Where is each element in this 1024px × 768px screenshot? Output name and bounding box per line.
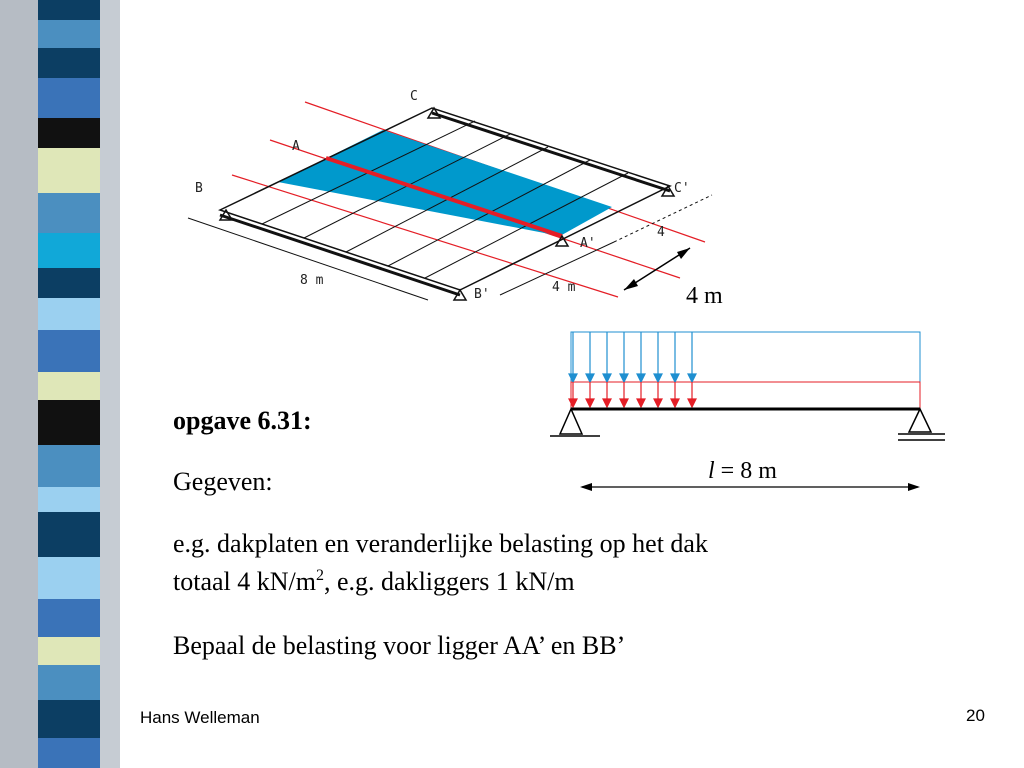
footer-author: Hans Welleman (140, 708, 260, 727)
support-left (560, 409, 582, 434)
page-number: 20 (966, 706, 985, 725)
span-label: l = 8 m (708, 458, 777, 484)
blue-load-arrows (569, 332, 696, 382)
body-line-2: totaal 4 $kN/m^2$, e.g. dakliggers 1 kN/m (173, 567, 575, 596)
slide-title: opgave 6.31: (173, 406, 312, 435)
dim-label-8m: 8 m (300, 273, 324, 288)
support-right (909, 409, 931, 432)
red-load-arrows (569, 382, 696, 407)
beam-bb-edge (220, 215, 460, 295)
label-a-prime: A' (580, 236, 596, 251)
dim-label-4m-small: 4 m (552, 280, 576, 295)
dim-label-4m-big: 4 m (686, 283, 723, 309)
label-c-prime: C' (674, 181, 690, 196)
body-line-1: e.g. dakplaten en veranderlijke belasting op het dak (173, 529, 708, 558)
loaded-roof-panel (278, 130, 612, 236)
given-label: Gegeven: (173, 467, 273, 496)
label-b: B (195, 181, 203, 196)
beam-load-diagram (540, 320, 960, 500)
label-c: C (410, 89, 418, 104)
roof-isometric-diagram (160, 80, 760, 320)
body-line-3: Bepaal de belasting voor ligger AA’ en BB’ (173, 631, 626, 660)
label-a: A (292, 139, 300, 154)
dim-label-4-small: 4 (657, 225, 665, 240)
decorative-stripe (0, 0, 120, 768)
label-b-prime: B' (474, 287, 490, 302)
